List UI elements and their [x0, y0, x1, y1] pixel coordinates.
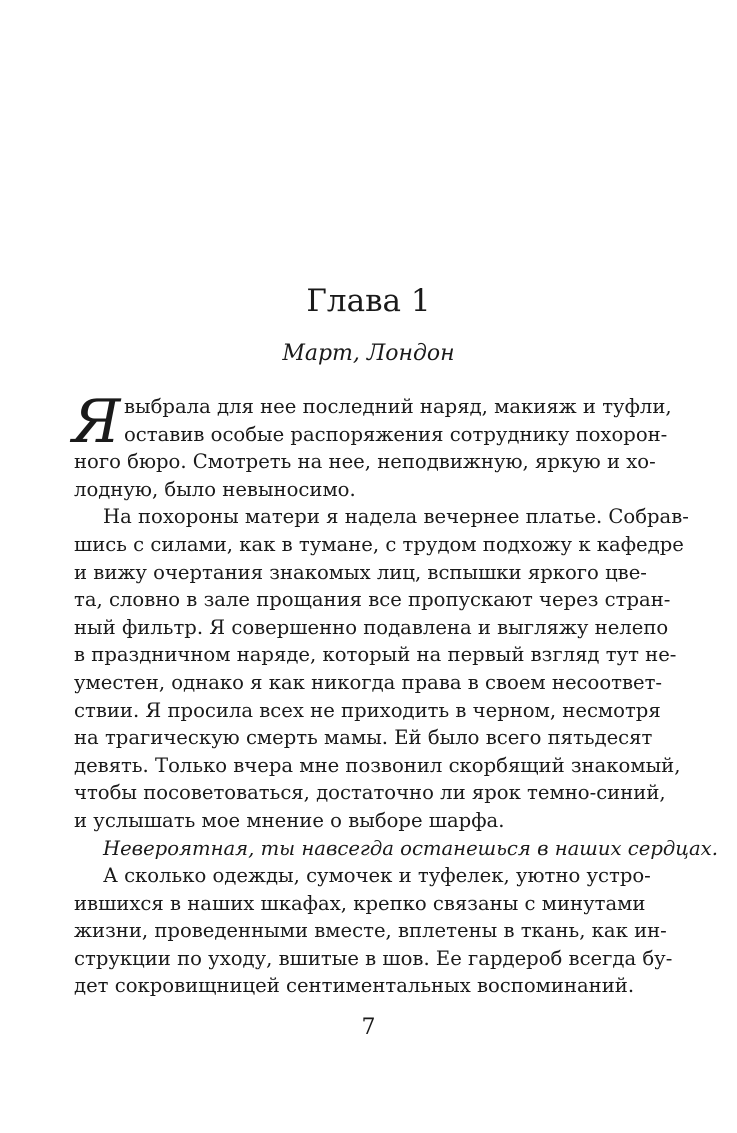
chapter-title: Глава 1: [306, 283, 431, 319]
text-line: выбрала для нее последний наряд, макияж и туфли,: [124, 395, 672, 418]
text-line: и услышать мое мнение о выборе шарфа.: [74, 808, 505, 832]
italic-quote-line: Невероятная, ты навсегда останешься в наших сердцах.: [103, 836, 718, 860]
drop-cap: Я: [72, 387, 121, 457]
text-line: жизни, проведенными вместе, вплетены в ткань, как ин-: [74, 919, 667, 943]
text-line: На похороны матери я надела вечернее платье. Собрав-: [103, 505, 689, 529]
text-line: та, словно в зале прощания все пропускают через стран-: [74, 588, 671, 612]
text-line: ившихся в наших шкафах, крепко связаны с минутами: [74, 891, 646, 915]
chapter-subtitle: Март, Лондон: [282, 341, 455, 366]
text-line: шись с силами, как в тумане, с трудом подхожу к кафедре: [74, 532, 684, 556]
text-line: уместен, однако я как никогда права в своем несоответ-: [74, 670, 663, 694]
text-line: девять. Только вчера мне позвонил скорбящий знакомый,: [74, 753, 681, 777]
text-line: А сколько одежды, сумочек и туфелек, уютно устро-: [103, 864, 651, 888]
text-line: лодную, было невыносимо.: [74, 477, 356, 501]
text-line: ного бюро. Смотреть на нее, неподвижную, яркую и хо-: [74, 450, 656, 474]
page-number: 7: [361, 1015, 376, 1040]
text-line: ствии. Я просила всех не приходить в черном, несмотря: [74, 698, 661, 722]
body-text: [72, 387, 718, 1000]
text-line: на трагическую смерть мамы. Ей было всего пятьдесят: [74, 726, 653, 750]
text-line: и вижу очертания знакомых лиц, вспышки яркого цве-: [74, 560, 647, 584]
text-line: ный фильтр. Я совершенно подавлена и выгляжу нелепо: [74, 615, 669, 639]
text-line: дет сокровищницей сентиментальных воспоминаний.: [74, 974, 635, 998]
text-line: в праздничном наряде, который на первый взгляд тут не-: [74, 643, 677, 667]
text-line: струкции по уходу, вшитые в шов. Ее гардероб всегда бу-: [74, 946, 673, 970]
text-line: чтобы посоветоваться, достаточно ли ярок темно-синий,: [74, 781, 666, 805]
text-line: оставив особые распоряжения сотруднику похорон-: [124, 422, 668, 446]
